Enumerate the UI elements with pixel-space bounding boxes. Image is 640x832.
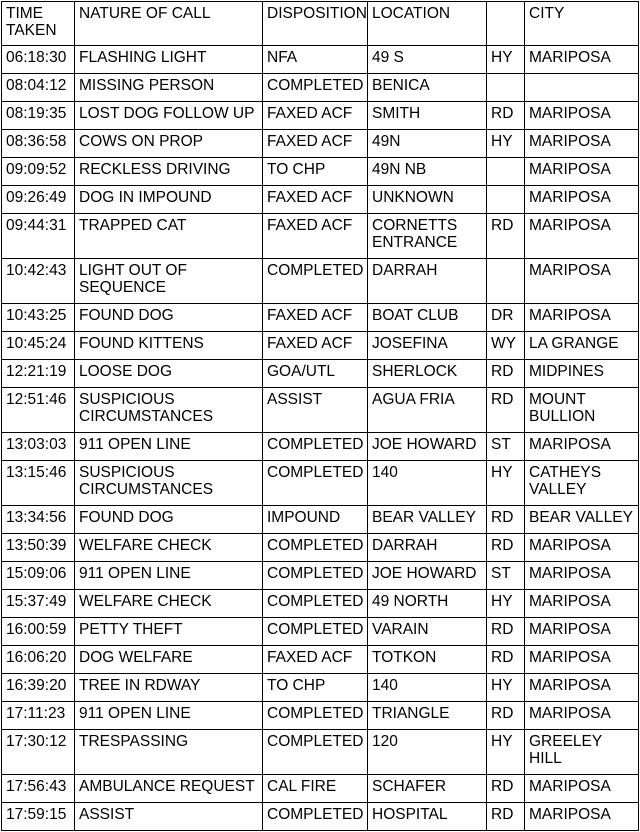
location-cell: 120 <box>368 730 487 775</box>
time-cell: 12:51:46 <box>2 388 75 433</box>
suffix-cell: ST <box>487 562 525 590</box>
time-cell: 10:42:43 <box>2 259 75 304</box>
time-cell: 15:09:06 <box>2 562 75 590</box>
suffix-cell: RD <box>487 214 525 259</box>
nature-cell: 911 OPEN LINE <box>75 433 263 461</box>
location-cell: VARAIN <box>368 618 487 646</box>
suffix-cell: HY <box>487 590 525 618</box>
time-cell: 08:19:35 <box>2 102 75 130</box>
disposition-cell: COMPLETED <box>263 562 368 590</box>
table-row <box>2 702 639 730</box>
suffix-cell: RD <box>487 702 525 730</box>
city-cell: MARIPOSA <box>525 562 639 590</box>
call-log-table <box>1 1 639 831</box>
disposition-cell: FAXED ACF <box>263 186 368 214</box>
nature-cell: FOUND DOG <box>75 304 263 332</box>
location-cell: BENICA <box>368 74 487 102</box>
time-cell: 09:26:49 <box>2 186 75 214</box>
table-row <box>2 775 639 803</box>
city-cell: LA GRANGE <box>525 332 639 360</box>
table-row <box>2 102 639 130</box>
nature-cell: SUSPICIOUS CIRCUMSTANCES <box>75 461 263 506</box>
time-cell: 13:03:03 <box>2 433 75 461</box>
call-log-body <box>2 2 639 831</box>
city-cell: GREELEY HILL <box>525 730 639 775</box>
city-cell: MARIPOSA <box>525 433 639 461</box>
location-cell: BOAT CLUB <box>368 304 487 332</box>
suffix-cell: RD <box>487 646 525 674</box>
nature-cell: AMBULANCE REQUEST <box>75 775 263 803</box>
table-row <box>2 461 639 506</box>
time-cell: 09:44:31 <box>2 214 75 259</box>
nature-cell: WELFARE CHECK <box>75 534 263 562</box>
location-cell: JOSEFINA <box>368 332 487 360</box>
table-row <box>2 304 639 332</box>
table-row <box>2 74 639 102</box>
disposition-cell: FAXED ACF <box>263 214 368 259</box>
table-row <box>2 433 639 461</box>
city-cell: MARIPOSA <box>525 803 639 831</box>
table-row <box>2 534 639 562</box>
disposition-cell: TO CHP <box>263 158 368 186</box>
disposition-cell: COMPLETED <box>263 590 368 618</box>
table-row <box>2 646 639 674</box>
disposition-cell: COMPLETED <box>263 74 368 102</box>
time-cell: 08:04:12 <box>2 74 75 102</box>
city-cell: MARIPOSA <box>525 130 639 158</box>
location-cell: 49N NB <box>368 158 487 186</box>
header-suffix <box>487 2 525 46</box>
disposition-cell: FAXED ACF <box>263 332 368 360</box>
table-row <box>2 388 639 433</box>
time-cell: 09:09:52 <box>2 158 75 186</box>
header-disposition: DISPOSITION <box>263 2 368 46</box>
disposition-cell: COMPLETED <box>263 534 368 562</box>
city-cell: MARIPOSA <box>525 214 639 259</box>
suffix-cell: HY <box>487 730 525 775</box>
location-cell: JOE HOWARD <box>368 433 487 461</box>
suffix-cell: RD <box>487 803 525 831</box>
city-cell: MARIPOSA <box>525 618 639 646</box>
nature-cell: LIGHT OUT OF SEQUENCE <box>75 259 263 304</box>
disposition-cell: FAXED ACF <box>263 304 368 332</box>
disposition-cell: IMPOUND <box>263 506 368 534</box>
city-cell: MARIPOSA <box>525 646 639 674</box>
suffix-cell <box>487 186 525 214</box>
location-cell: BEAR VALLEY <box>368 506 487 534</box>
time-cell: 12:21:19 <box>2 360 75 388</box>
time-cell: 13:15:46 <box>2 461 75 506</box>
city-cell: MOUNT BULLION <box>525 388 639 433</box>
header-time-taken: TIME TAKEN <box>2 2 75 46</box>
city-cell: MARIPOSA <box>525 590 639 618</box>
nature-cell: PETTY THEFT <box>75 618 263 646</box>
city-cell <box>525 74 639 102</box>
disposition-cell: TO CHP <box>263 674 368 702</box>
disposition-cell: FAXED ACF <box>263 130 368 158</box>
suffix-cell: RD <box>487 775 525 803</box>
table-row <box>2 590 639 618</box>
disposition-cell: NFA <box>263 46 368 74</box>
suffix-cell: RD <box>487 618 525 646</box>
nature-cell: DOG WELFARE <box>75 646 263 674</box>
table-row <box>2 130 639 158</box>
location-cell: UNKNOWN <box>368 186 487 214</box>
time-cell: 16:39:20 <box>2 674 75 702</box>
location-cell: DARRAH <box>368 534 487 562</box>
table-row <box>2 360 639 388</box>
suffix-cell: ST <box>487 433 525 461</box>
time-cell: 17:56:43 <box>2 775 75 803</box>
location-cell: 49N <box>368 130 487 158</box>
disposition-cell: COMPLETED <box>263 259 368 304</box>
table-row <box>2 214 639 259</box>
suffix-cell: RD <box>487 360 525 388</box>
location-cell: SCHAFER <box>368 775 487 803</box>
time-cell: 08:36:58 <box>2 130 75 158</box>
time-cell: 17:11:23 <box>2 702 75 730</box>
location-cell: HOSPITAL <box>368 803 487 831</box>
nature-cell: TREE IN RDWAY <box>75 674 263 702</box>
time-cell: 17:30:12 <box>2 730 75 775</box>
city-cell: BEAR VALLEY <box>525 506 639 534</box>
location-cell: 140 <box>368 674 487 702</box>
header-city: CITY <box>525 2 639 46</box>
disposition-cell: GOA/UTL <box>263 360 368 388</box>
time-cell: 17:59:15 <box>2 803 75 831</box>
suffix-cell <box>487 158 525 186</box>
disposition-cell: COMPLETED <box>263 702 368 730</box>
disposition-cell: COMPLETED <box>263 730 368 775</box>
city-cell: MARIPOSA <box>525 702 639 730</box>
disposition-cell: COMPLETED <box>263 461 368 506</box>
table-row <box>2 506 639 534</box>
city-cell: MARIPOSA <box>525 102 639 130</box>
nature-cell: LOST DOG FOLLOW UP <box>75 102 263 130</box>
time-cell: 06:18:30 <box>2 46 75 74</box>
disposition-cell: COMPLETED <box>263 618 368 646</box>
time-cell: 10:43:25 <box>2 304 75 332</box>
suffix-cell: DR <box>487 304 525 332</box>
nature-cell: ASSIST <box>75 803 263 831</box>
disposition-cell: FAXED ACF <box>263 102 368 130</box>
location-cell: SMITH <box>368 102 487 130</box>
location-cell: 49 S <box>368 46 487 74</box>
nature-cell: SUSPICIOUS CIRCUMSTANCES <box>75 388 263 433</box>
city-cell: MARIPOSA <box>525 46 639 74</box>
location-cell: SHERLOCK <box>368 360 487 388</box>
location-cell: AGUA FRIA <box>368 388 487 433</box>
suffix-cell <box>487 74 525 102</box>
nature-cell: FOUND KITTENS <box>75 332 263 360</box>
header-nature-of-call: NATURE OF CALL <box>75 2 263 46</box>
nature-cell: RECKLESS DRIVING <box>75 158 263 186</box>
table-row <box>2 332 639 360</box>
suffix-cell: RD <box>487 534 525 562</box>
nature-cell: WELFARE CHECK <box>75 590 263 618</box>
table-row <box>2 618 639 646</box>
city-cell: CATHEYS VALLEY <box>525 461 639 506</box>
time-cell: 16:06:20 <box>2 646 75 674</box>
nature-cell: FOUND DOG <box>75 506 263 534</box>
disposition-cell: CAL FIRE <box>263 775 368 803</box>
time-cell: 10:45:24 <box>2 332 75 360</box>
table-row <box>2 730 639 775</box>
city-cell: MARIPOSA <box>525 674 639 702</box>
disposition-cell: COMPLETED <box>263 803 368 831</box>
time-cell: 13:34:56 <box>2 506 75 534</box>
location-cell: TOTKON <box>368 646 487 674</box>
location-cell: DARRAH <box>368 259 487 304</box>
table-row <box>2 803 639 831</box>
table-row <box>2 674 639 702</box>
suffix-cell: HY <box>487 674 525 702</box>
nature-cell: TRESPASSING <box>75 730 263 775</box>
time-cell: 13:50:39 <box>2 534 75 562</box>
header-row <box>2 2 639 46</box>
location-cell: JOE HOWARD <box>368 562 487 590</box>
table-row <box>2 158 639 186</box>
city-cell: MARIPOSA <box>525 304 639 332</box>
suffix-cell: RD <box>487 102 525 130</box>
time-cell: 15:37:49 <box>2 590 75 618</box>
table-row <box>2 46 639 74</box>
nature-cell: TRAPPED CAT <box>75 214 263 259</box>
nature-cell: LOOSE DOG <box>75 360 263 388</box>
table-row <box>2 562 639 590</box>
nature-cell: MISSING PERSON <box>75 74 263 102</box>
suffix-cell: HY <box>487 461 525 506</box>
nature-cell: DOG IN IMPOUND <box>75 186 263 214</box>
table-row <box>2 259 639 304</box>
header-location: LOCATION <box>368 2 487 46</box>
time-cell: 16:00:59 <box>2 618 75 646</box>
city-cell: MARIPOSA <box>525 158 639 186</box>
city-cell: MIDPINES <box>525 360 639 388</box>
location-cell: TRIANGLE <box>368 702 487 730</box>
disposition-cell: FAXED ACF <box>263 646 368 674</box>
city-cell: MARIPOSA <box>525 775 639 803</box>
call-log-document <box>1 1 639 831</box>
disposition-cell: COMPLETED <box>263 433 368 461</box>
nature-cell: 911 OPEN LINE <box>75 562 263 590</box>
location-cell: 140 <box>368 461 487 506</box>
table-row <box>2 186 639 214</box>
nature-cell: COWS ON PROP <box>75 130 263 158</box>
suffix-cell: RD <box>487 388 525 433</box>
city-cell: MARIPOSA <box>525 186 639 214</box>
nature-cell: 911 OPEN LINE <box>75 702 263 730</box>
suffix-cell: RD <box>487 506 525 534</box>
suffix-cell: WY <box>487 332 525 360</box>
suffix-cell <box>487 259 525 304</box>
city-cell: MARIPOSA <box>525 259 639 304</box>
city-cell: MARIPOSA <box>525 534 639 562</box>
location-cell: CORNETTS ENTRANCE <box>368 214 487 259</box>
nature-cell: FLASHING LIGHT <box>75 46 263 74</box>
disposition-cell: ASSIST <box>263 388 368 433</box>
suffix-cell: HY <box>487 130 525 158</box>
suffix-cell: HY <box>487 46 525 74</box>
location-cell: 49 NORTH <box>368 590 487 618</box>
